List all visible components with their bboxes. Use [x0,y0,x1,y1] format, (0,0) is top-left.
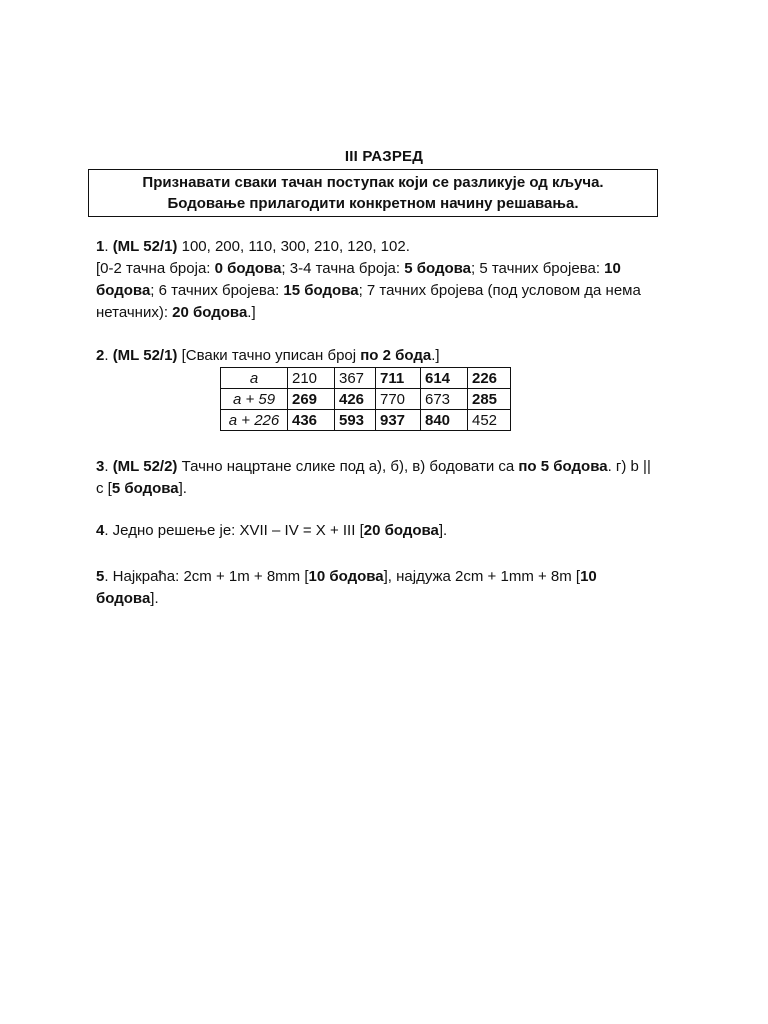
question-1: 1. (ML 52/1) 100, 200, 110, 300, 210, 120, 102. [0-2 тачна броја: 0 бодова; 3-4 тачна броја: 5 бодова; 5 тачних бројева: 10 бодова; 6 тачних бројева: 15 бодова; 7 тачних бројева (под условом да нема нетачних): 20 бодова.] [96,238,641,321]
table-cell: 614 [421,368,468,389]
scoring-text: [0-2 тачна броја: [96,260,215,277]
scoring-points: 10 бодова [308,568,384,585]
table-cell: 269 [288,389,335,410]
table-cell: 210 [288,368,335,389]
question-3-text: Тачно нацртане слике под а), б), в) бодовати са [177,458,519,475]
scoring-points: 10 бодова [96,260,621,299]
table-cell: 226 [468,368,511,389]
scoring-points: 15 бодова [283,282,359,299]
table-cell: 593 [335,410,376,431]
question-3-number: 3 [96,458,105,475]
question-5-text: . Најкраћа: 2cm + 1m + 8mm [ [104,568,309,585]
scoring-text: .] [247,304,256,321]
table-cell: 367 [335,368,376,389]
table-row [221,410,511,431]
question-3-text: . г) b || c [ [96,458,651,497]
table-row-label: a + 59 [221,389,288,410]
question-2-code: (ML 52/1) [112,347,178,364]
question-4-text: ]. [438,522,448,539]
scoring-text: ; 3-4 тачна броја: [281,260,405,277]
table-row-label: a + 226 [221,410,288,431]
question-5-number: 5 [96,568,105,585]
instruction-line-2: Бодовање прилагодити конкретном начину решавања. [167,195,579,212]
table-row [221,368,511,389]
question-5-text: ]. [150,590,159,607]
question-1-number: 1 [96,238,105,255]
table-cell: 711 [376,368,421,389]
question-1-answer: 100, 200, 110, 300, 210, 120, 102. [177,238,410,255]
question-2-number: 2 [96,347,105,364]
question-4-text: . Једно решење је: XVII – IV = X + III [ [104,522,364,539]
scoring-text: ; 6 тачних бројева: [150,282,284,299]
scoring-points: по 2 бода [360,347,432,364]
question-3-code: (ML 52/2) [112,458,178,475]
table-cell: 426 [335,389,376,410]
table-row-label: a [221,368,288,389]
instruction-line-1: Признавати сваки тачан поступак који се разликује од кључа. [142,174,604,191]
table-cell: 770 [376,389,421,410]
scoring-text: [Сваки тачно уписан број [177,347,361,364]
page-title: III РАЗРЕД [344,148,424,165]
question-2: 2. (ML 52/1) [Сваки тачно уписан број по 2 бода.] [96,347,440,364]
scoring-text: .] [431,347,440,364]
scoring-points: 5 бодова [404,260,472,277]
table-cell: 673 [421,389,468,410]
table-cell: 436 [288,410,335,431]
question-3: 3. (ML 52/2) Тачно нацртане слике под а), б), в) бодовати са по 5 бодова. г) b || c [5 бодова]. [96,458,651,497]
table-cell: 840 [421,410,468,431]
question-5-text: ], најдужа 2cm + 1mm + 8m [ [383,568,581,585]
scoring-points: 20 бодова [172,304,248,321]
scoring-points: 20 бодова [363,522,439,539]
question-1-code: (ML 52/1) [112,238,178,255]
scoring-points: 0 бодова [214,260,282,277]
answer-table [220,367,511,431]
question-3-text: ]. [178,480,187,497]
scoring-text: ; 7 тачних бројева (под условом да нема нетачних): [96,282,641,321]
question-5 [96,566,661,610]
table-row [221,389,511,410]
table-cell: 937 [376,410,421,431]
instruction-box [88,169,658,217]
scoring-points: 10 бодова [96,568,597,607]
table-cell: 285 [468,389,511,410]
table-cell: 452 [468,410,511,431]
scoring-points: по 5 бодова [518,458,608,475]
question-4 [96,520,661,542]
scoring-text: ; 5 тачних бројева: [471,260,605,277]
question-4-number: 4 [96,522,105,539]
scoring-points: 5 бодова [111,480,179,497]
